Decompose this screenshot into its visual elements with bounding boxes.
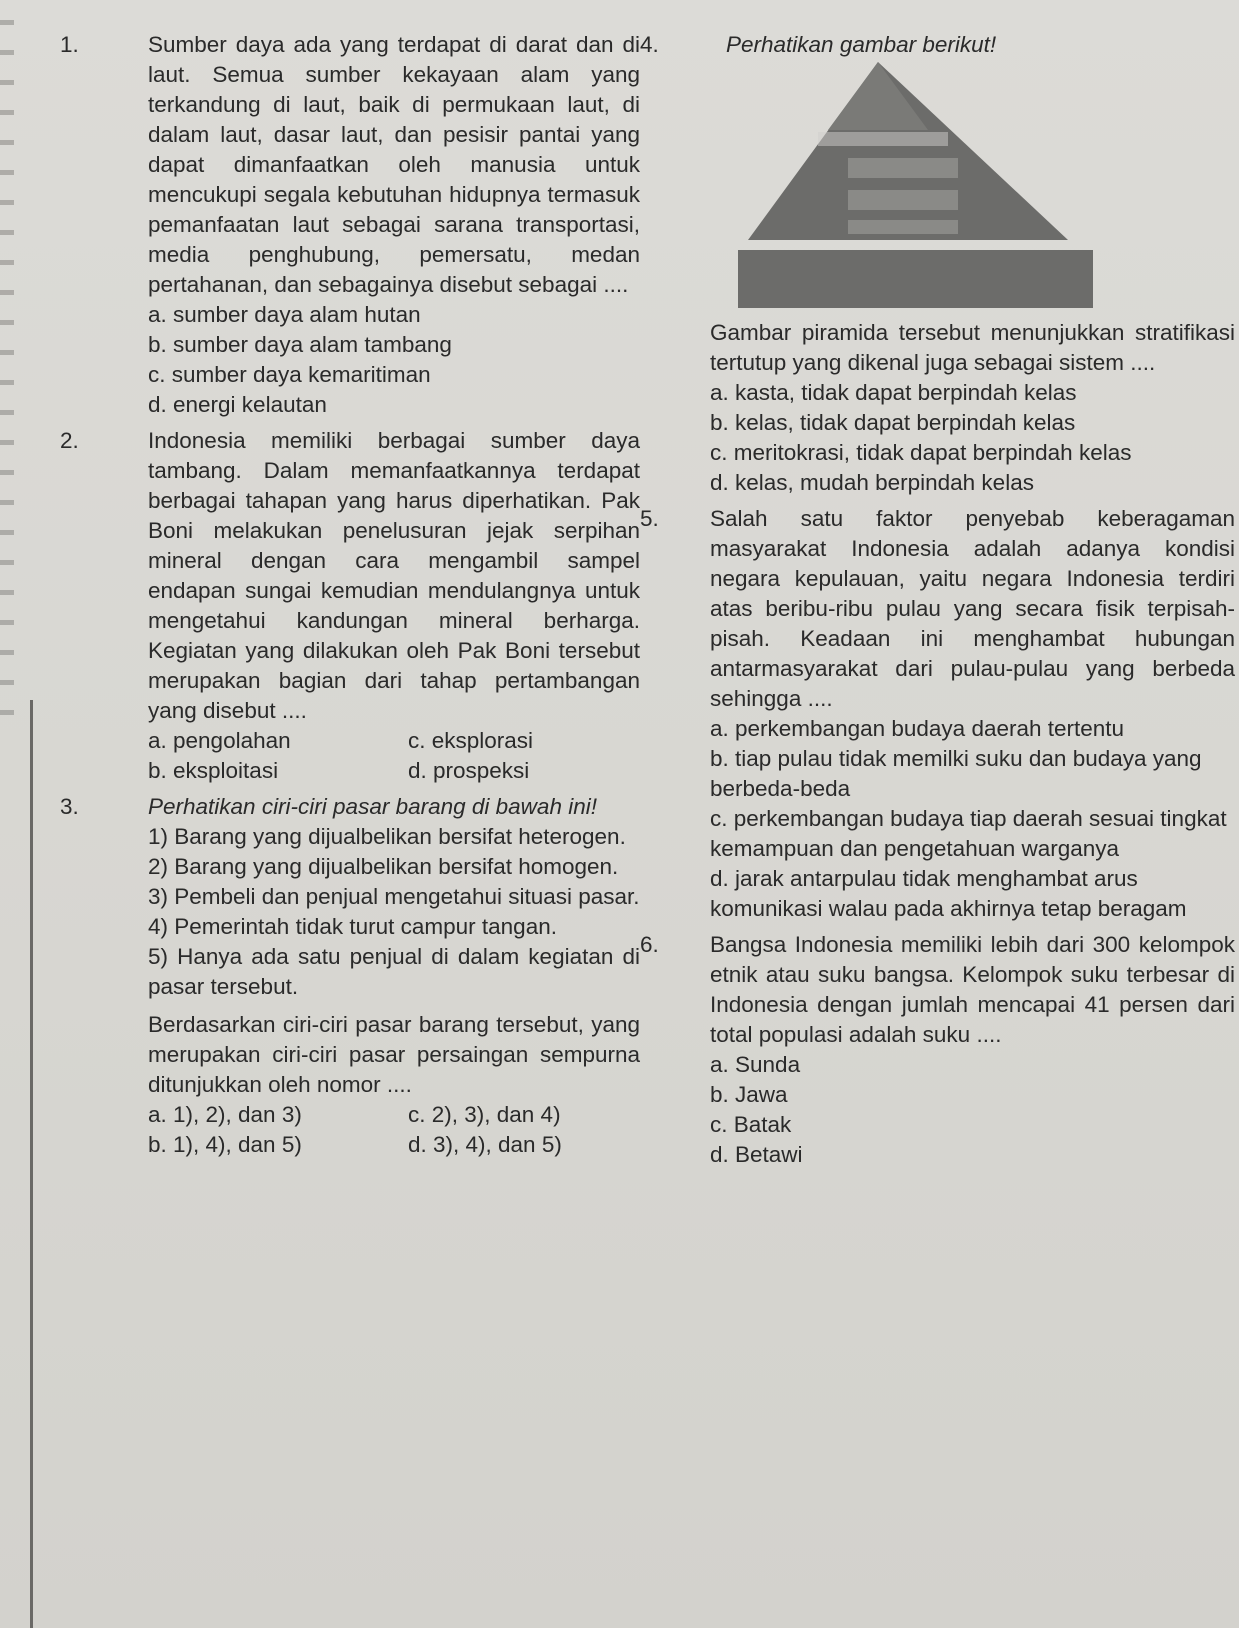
option-a[interactable]: a. Sunda <box>710 1052 801 1077</box>
option-d[interactable]: d. prospeksi <box>408 758 530 783</box>
pyramid-band-3 <box>848 190 958 210</box>
option-b[interactable]: b. eksploitasi <box>148 758 279 783</box>
pyramid-band-4 <box>848 220 958 234</box>
right-column <box>640 32 1235 1170</box>
question-number: 2. <box>60 428 79 453</box>
spiral-binding <box>0 0 14 720</box>
option-c[interactable]: c. perkembangan budaya tiap daerah sesuai tingkat kemampuan dan pengetahuan warganya <box>710 806 1227 861</box>
question-text: Berdasarkan ciri-ciri pasar barang tersebut, yang merupakan ciri-ciri pasar persaingan sempurna ditunjukkan oleh nomor .... <box>148 1012 640 1097</box>
options <box>148 726 640 786</box>
market-characteristics-list <box>148 822 640 1002</box>
options <box>710 1050 1235 1170</box>
option-c[interactable]: c. eksplorasi <box>408 728 534 753</box>
pyramid-band-2 <box>848 158 958 178</box>
option-b[interactable]: b. tiap pulau tidak memilki suku dan budaya yang berbeda-beda <box>710 746 1202 801</box>
question-text: Salah satu faktor penyebab keberagaman masyarakat Indonesia adalah adanya kondisi negara kepulauan, yaitu negara Indonesia terdiri atas beribu-ribu pulau yang secara fisik terpisah-pisah. Keadaan ini menghambat hubungan antarmasyarakat dari pulau-pulau yang berbeda sehingga .... <box>710 506 1235 711</box>
option-b[interactable]: b. Jawa <box>710 1082 788 1107</box>
list-item: 2) Barang yang dijualbelikan bersifat homogen. <box>148 854 619 879</box>
margin-line <box>30 700 33 1628</box>
question-number: 1. <box>60 32 79 57</box>
option-d[interactable]: d. kelas, mudah berpindah kelas <box>710 470 1034 495</box>
option-d[interactable]: d. energi kelautan <box>148 392 327 417</box>
option-c[interactable]: c. 2), 3), dan 4) <box>408 1102 561 1127</box>
question-number: 6. <box>640 932 659 957</box>
option-c[interactable]: c. Batak <box>710 1112 792 1137</box>
options <box>710 378 1235 498</box>
option-c[interactable]: c. sumber daya kemaritiman <box>148 362 431 387</box>
option-a[interactable]: a. kasta, tidak dapat berpindah kelas <box>710 380 1077 405</box>
question-text: Bangsa Indonesia memiliki lebih dari 300 kelompok etnik atau suku bangsa. Kelompok suku terbesar di Indonesia dengan jumlah mencapai 41 persen dari total populasi adalah suku .... <box>710 932 1235 1047</box>
option-c[interactable]: c. meritokrasi, tidak dapat berpindah kelas <box>710 440 1132 465</box>
option-a[interactable]: a. perkembangan budaya daerah tertentu <box>710 716 1125 741</box>
question-1 <box>60 30 640 420</box>
list-item: 3) Pembeli dan penjual mengetahui situasi pasar. <box>148 884 640 909</box>
options <box>710 714 1235 924</box>
list-item: 1) Barang yang dijualbelikan bersifat heterogen. <box>148 824 626 849</box>
option-d[interactable]: d. Betawi <box>710 1142 803 1167</box>
question-text: Sumber daya ada yang terdapat di darat dan di laut. Semua sumber kekayaan alam yang terkandung di laut, baik di permukaan laut, di dalam laut, dasar laut, dan pesisir pantai yang dapat dimanfaatkan oleh manusia untuk mencukupi segala kebutuhan hidupnya termasuk pemanfaatan laut sebagai sarana transportasi, media penghubung, pemersatu, medan pertahanan, dan sebagainya disebut sebagai .... <box>148 32 640 297</box>
question-number: 4. <box>640 32 659 57</box>
options <box>148 300 640 420</box>
option-b[interactable]: b. kelas, tidak dapat berpindah kelas <box>710 410 1076 435</box>
question-text: Indonesia memiliki berbagai sumber daya tambang. Dalam memanfaatkannya terdapat berbagai tahapan yang harus diperhatikan. Pak Boni melakukan penelusuran jejak serpihan mineral dengan cara mengambil sampel endapan sungai kemudian mendulangnya untuk mengetahui kandungan mineral berharga. Kegiatan yang dilakukan oleh Pak Boni tersebut merupakan bagian dari tahap pertambangan yang disebut .... <box>148 428 640 723</box>
question-intro: Perhatikan ciri-ciri pasar barang di bawah ini! <box>148 794 597 819</box>
options <box>148 1100 640 1160</box>
pyramid-base-block <box>738 250 1093 308</box>
question-intro: Perhatikan gambar berikut! <box>726 32 997 57</box>
option-a[interactable]: a. 1), 2), dan 3) <box>148 1102 302 1127</box>
question-text: Gambar piramida tersebut menunjukkan stratifikasi tertutup yang dikenal juga sebagai sistem .... <box>710 320 1235 375</box>
list-item: 5) Hanya ada satu penjual di dalam kegiatan di pasar tersebut. <box>148 944 640 999</box>
question-3 <box>60 792 640 1160</box>
pyramid-figure <box>728 60 1108 310</box>
question-number: 5. <box>640 506 659 531</box>
question-4 <box>640 30 1235 498</box>
option-b[interactable]: b. sumber daya alam tambang <box>148 332 452 357</box>
option-a[interactable]: a. pengolahan <box>148 728 291 753</box>
stratification-pyramid-image <box>728 60 1108 310</box>
pyramid-band-1 <box>818 132 948 146</box>
question-2 <box>60 426 640 786</box>
option-b[interactable]: b. 1), 4), dan 5) <box>148 1132 302 1157</box>
list-item: 4) Pemerintah tidak turut campur tangan. <box>148 914 557 939</box>
question-number: 3. <box>60 794 79 819</box>
option-d[interactable]: d. jarak antarpulau tidak menghambat arus komunikasi walau pada akhirnya tetap beragam <box>710 866 1187 921</box>
question-5 <box>640 504 1235 924</box>
option-d[interactable]: d. 3), 4), dan 5) <box>408 1132 562 1157</box>
left-column <box>60 30 640 1160</box>
question-6 <box>640 930 1235 1170</box>
pyramid-body <box>748 62 1068 240</box>
option-a[interactable]: a. sumber daya alam hutan <box>148 302 421 327</box>
